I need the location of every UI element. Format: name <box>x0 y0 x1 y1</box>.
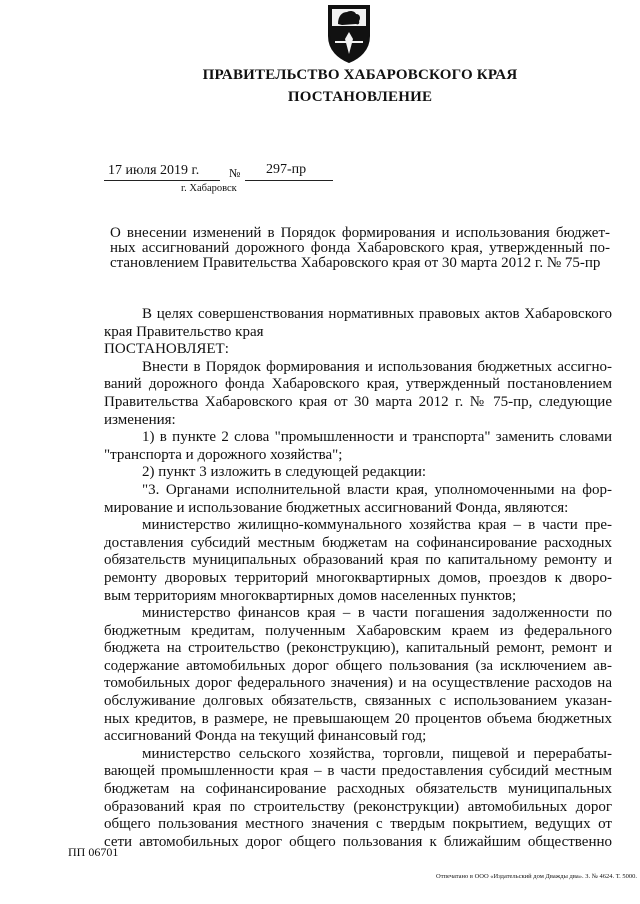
subject-line: ных ассигнований дорожного фонда Хабаровского края, утвержденный по- <box>110 240 610 256</box>
coat-of-arms-emblem <box>325 2 373 64</box>
body-line: содержание автомобильных дорог общего пользования (за исключением ав- <box>104 657 612 674</box>
body-line: сети автомобильных дорог общего пользования к ближайшим общественно <box>104 833 612 850</box>
number-underline <box>245 180 333 181</box>
subject-line: О внесении изменений в Порядок формирования и использования бюджет- <box>110 225 610 241</box>
body-line: образований края по строительству (реконструкции) автомобильных дорог <box>104 798 612 815</box>
body-line: 1) в пункте 2 слова "промышленности и транспорта" заменить словами <box>142 429 612 446</box>
body-line: вающей промышленности края – в части предоставления субсидий местным <box>104 763 612 780</box>
government-title: ПРАВИТЕЛЬСТВО ХАБАРОВСКОГО КРАЯ <box>202 67 518 83</box>
body-line: ремонту дворовых территорий многоквартирных домов, проездов к дворо- <box>104 569 612 586</box>
document-code: ПП 06701 <box>68 845 119 859</box>
body-line: министерство сельского хозяйства, торговли, пищевой и перерабаты- <box>142 745 612 762</box>
print-note: Отпечатано в ООО «Издательский дом Дважды два». З. № 4624. Т. 5000. <box>436 873 637 880</box>
document-number: 297-пр <box>266 162 307 177</box>
body-line: Внести в Порядок формирования и использования бюджетных ассигно- <box>142 358 612 375</box>
body-line: обслуживание долговых обязательств, связанных с использованием указан- <box>104 693 612 710</box>
body-line: томобильных дорог федерального значения) и на осуществление расходов на <box>104 675 612 692</box>
body-line: В целях совершенствования нормативных правовых актов Хабаровского <box>142 306 612 322</box>
body-line: "транспорта и дорожного хозяйства"; <box>104 446 343 463</box>
body-line: ассигнований Фонда на текущий финансовый год; <box>104 728 427 745</box>
document-subject <box>110 226 610 271</box>
body-line: края Правительство края <box>104 323 264 340</box>
body-line: мирование и использование бюджетных ассигнований Фонда, являются: <box>104 499 569 516</box>
document-city: г. Хабаровск <box>181 183 237 194</box>
body-line: бюджетам на софинансирование расходных обязательств муниципальных <box>104 781 612 798</box>
body-line: 2) пункт 3 изложить в следующей редакции: <box>142 464 427 481</box>
body-line: обязательств муниципальных образований края по капитальному ремонту и <box>104 552 612 569</box>
body-line: ных кредитов, в размере, не превышающем 20 процентов объема бюджетных <box>104 710 612 727</box>
body-line: бюджетным кредитам, полученным Хабаровским краем из федерального <box>104 622 612 639</box>
body-line: изменения: <box>104 411 176 428</box>
date-underline <box>104 180 220 181</box>
body-line: доставления субсидий местным бюджетам на софинансирование расходных <box>104 534 612 551</box>
body-line: ПОСТАНОВЛЯЕТ: <box>104 341 229 358</box>
document-date: 17 июля 2019 г. <box>108 163 200 178</box>
body-line: "3. Органами исполнительной власти края, уполномоченными на фор- <box>142 481 612 498</box>
body-line: ваний дорожного фонда Хабаровского края, утвержденный постановлением <box>104 376 612 393</box>
body-line: бюджета на строительство (реконструкцию), капитальный ремонт, ремонт и <box>104 640 612 657</box>
body-line: вым территориям многоквартирных домов населенных пунктов; <box>104 587 517 604</box>
body-line: Правительства Хабаровского края от 30 марта 2012 г. № 75-пр, следующие <box>104 393 612 410</box>
body-line: министерство жилищно-коммунального хозяйства края – в части пре- <box>142 517 612 534</box>
body-line: общего пользования местного значения с твердым покрытием, ведущих от <box>104 816 612 833</box>
number-sign: № <box>229 166 241 180</box>
body-line: министерство финансов края – в части погашения задолженности по <box>142 605 612 622</box>
document-body <box>104 306 612 851</box>
document-type: ПОСТАНОВЛЕНИЕ <box>287 89 433 105</box>
subject-line: становлением Правительства Хабаровского края от 30 марта 2012 г. № 75-пр <box>110 255 601 271</box>
